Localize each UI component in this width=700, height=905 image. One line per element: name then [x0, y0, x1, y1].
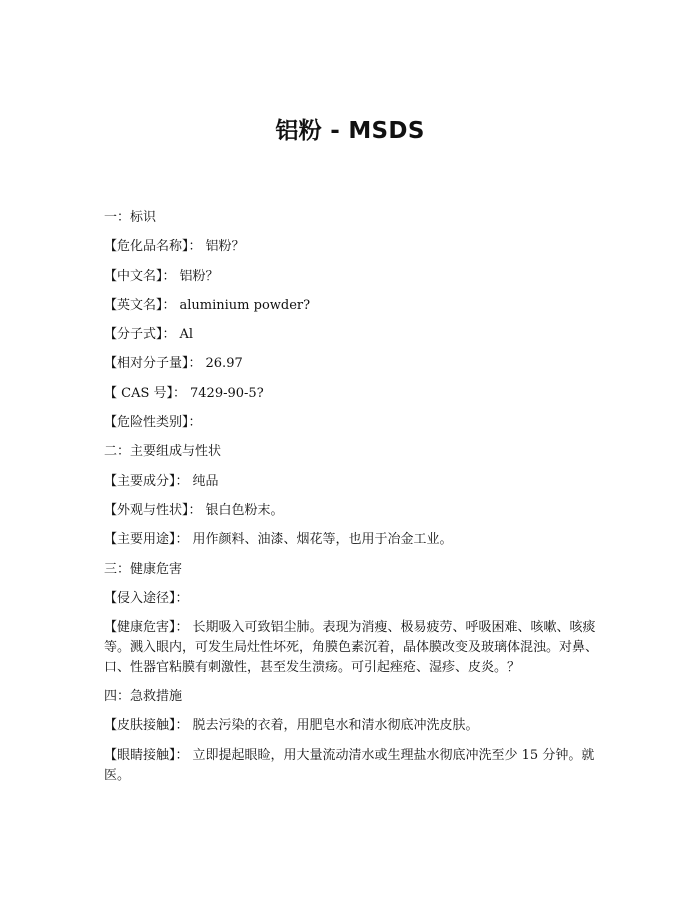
field-label: 【眼睛接触】： [104, 747, 189, 763]
section-heading: 二：主要组成与性状 [104, 444, 222, 460]
field-eye [104, 746, 604, 786]
field-label: 【危险性类别】： [104, 415, 202, 431]
field-label: 【英文名】： [104, 297, 176, 313]
field-route [104, 589, 604, 609]
field-value: 纯品 [192, 473, 219, 489]
document-body [104, 208, 604, 795]
field-usage [104, 530, 604, 550]
field-mol-weight [104, 354, 604, 374]
field-danger-name [104, 237, 604, 257]
field-value: 用作颜料、油漆、烟花等，也用于冶金工业。 [192, 532, 453, 548]
field-label: 【 CAS 号】： [104, 385, 187, 401]
document-title: 铝粉 - MSDS [275, 118, 425, 144]
field-cn-name [104, 267, 604, 287]
field-label: 【主要成分】： [104, 473, 189, 489]
field-label: 【中文名】： [104, 268, 176, 284]
field-label: 【外观与性状】： [104, 502, 202, 518]
field-value: 长期吸入可致铝尘肺。表现为消瘦、极易疲劳、呼吸困难、咳嗽、咳痰等。溅入眼内，可发生局灶性坏死，角膜色素沉着，晶体膜改变及玻璃体混浊。对鼻、口、性器官粘膜有刺激性，甚至发生溃疡。可引起痤疮、湿疹、皮炎。？ [104, 620, 599, 676]
field-value: aluminium powder? [179, 297, 311, 313]
field-value: 铝粉？ [179, 268, 219, 284]
field-label: 【相对分子量】： [104, 356, 202, 372]
section-heading: 一：标识 [104, 210, 157, 225]
field-skin [104, 716, 604, 736]
field-value: 立即提起眼睑，用大量流动清水或生理盐水彻底冲洗至少 15 分钟。就医。 [104, 747, 595, 783]
field-label: 【分子式】： [104, 327, 176, 343]
field-hazard-class [104, 413, 604, 433]
field-label: 【主要用途】： [104, 532, 189, 548]
field-formula [104, 325, 604, 345]
field-cas [104, 384, 604, 404]
field-label: 【皮肤接触】： [104, 718, 189, 734]
field-value: Al [179, 327, 194, 343]
field-value: 26.97 [205, 356, 243, 372]
section-heading: 四：急救措施 [104, 689, 183, 705]
field-label: 【健康危害】： [104, 620, 189, 636]
field-health [104, 618, 604, 678]
field-label: 【侵入途径】： [104, 590, 189, 606]
field-appearance [104, 501, 604, 521]
field-value: 7429-90-5? [190, 385, 264, 401]
field-label: 【危化品名称】： [104, 239, 202, 255]
field-en-name [104, 296, 604, 316]
field-main-component [104, 472, 604, 492]
field-value: 铝粉？ [205, 239, 245, 255]
field-value: 脱去污染的衣着，用肥皂水和清水彻底冲洗皮肤。 [192, 718, 479, 734]
field-value: 银白色粉末。 [205, 502, 284, 518]
section-heading: 三：健康危害 [104, 561, 183, 577]
